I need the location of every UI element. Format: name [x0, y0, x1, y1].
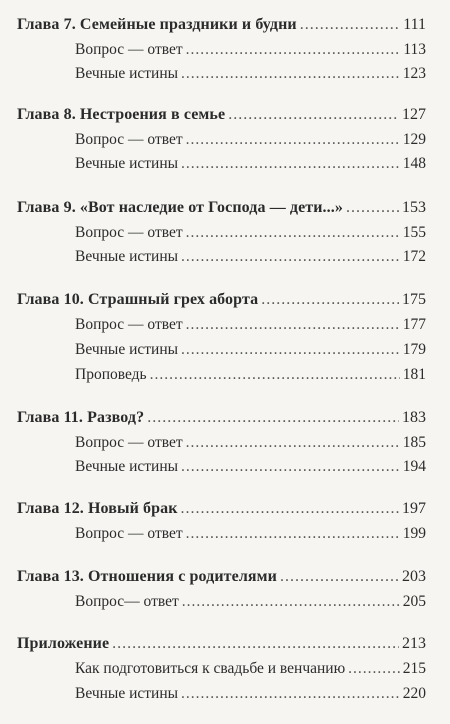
toc-label: Вопрос — ответ	[75, 525, 183, 542]
toc-page-number: 153	[402, 199, 426, 216]
toc-leader-dots	[181, 681, 400, 707]
toc-leader-dots	[228, 102, 399, 128]
toc-label: Проповедь	[75, 366, 147, 383]
toc-leader-dots	[182, 589, 400, 615]
toc-page-number: 215	[402, 660, 426, 677]
toc-leader-dots	[181, 337, 400, 363]
toc-subentry	[75, 127, 426, 153]
toc-page-number: 177	[402, 316, 426, 333]
toc-chapter-13	[17, 564, 426, 590]
toc-label: Вечные истины	[75, 685, 179, 702]
toc-label: Как подготовиться к свадьбе и венчанию	[75, 660, 346, 677]
toc-page-number: 111	[403, 16, 426, 33]
toc-label: Вопрос — ответ	[75, 224, 183, 241]
toc-label: Вечные истины	[75, 155, 179, 172]
toc-leader-dots	[181, 151, 400, 177]
toc-subentry	[75, 454, 426, 480]
toc-leader-dots	[186, 430, 400, 456]
toc-leader-dots	[181, 244, 400, 270]
toc-page-number: 197	[402, 500, 426, 517]
toc-subentry	[75, 312, 426, 338]
toc-leader-dots	[112, 631, 399, 657]
toc-chapter-11	[17, 405, 426, 431]
toc-subentry	[75, 37, 426, 63]
toc-chapter-12	[17, 496, 426, 522]
toc-leader-dots	[186, 127, 400, 153]
toc-label: Вопрос— ответ	[75, 593, 179, 610]
toc-subentry	[75, 362, 426, 388]
toc-chapter-8	[17, 102, 426, 128]
toc-leader-dots	[147, 405, 399, 431]
toc-label: Глава 8. Нестроения в семье	[17, 106, 226, 123]
toc-page-number: 205	[402, 593, 426, 610]
toc-leader-dots	[280, 564, 399, 590]
toc-chapter-10	[17, 287, 426, 313]
toc-page-number: 194	[402, 458, 426, 475]
toc-page-number: 213	[402, 635, 426, 652]
toc-label: Глава 11. Развод?	[17, 409, 145, 426]
toc-label: Вечные истины	[75, 65, 179, 82]
toc-page-number: 175	[402, 291, 426, 308]
toc-label: Глава 12. Новый брак	[17, 500, 178, 517]
toc-subentry	[75, 220, 426, 246]
toc-page-number: 172	[402, 248, 426, 265]
toc-leader-dots	[186, 521, 400, 547]
toc-page-number: 203	[402, 568, 426, 585]
toc-subentry	[75, 589, 426, 615]
toc-label: Вопрос — ответ	[75, 316, 183, 333]
toc-page-number: 127	[402, 106, 426, 123]
toc-label: Вопрос — ответ	[75, 434, 183, 451]
toc-leader-dots	[261, 287, 399, 313]
toc-leader-dots	[181, 61, 400, 87]
toc-page-number: 183	[402, 409, 426, 426]
toc-leader-dots	[181, 496, 399, 522]
toc-label: Глава 7. Семейные праздники и будни	[17, 16, 297, 33]
toc-page-number: 123	[402, 65, 426, 82]
toc-subentry	[75, 430, 426, 456]
toc-subentry	[75, 61, 426, 87]
toc-label: Вечные истины	[75, 341, 179, 358]
toc-leader-dots	[346, 195, 399, 221]
toc-label: Вопрос — ответ	[75, 131, 183, 148]
toc-label: Глава 9. «Вот наследие от Господа — дети...»	[17, 199, 343, 216]
toc-leader-dots	[186, 37, 401, 63]
toc-page-number: 148	[402, 155, 426, 172]
toc-page-number: 220	[402, 685, 426, 702]
toc-label: Приложение	[17, 635, 110, 652]
toc-leader-dots	[181, 454, 400, 480]
toc-label: Вопрос — ответ	[75, 41, 183, 58]
toc-leader-dots	[348, 656, 400, 682]
toc-page-number: 155	[402, 224, 426, 241]
toc-label: Глава 10. Страшный грех аборта	[17, 291, 259, 308]
toc-label: Вечные истины	[75, 248, 179, 265]
toc-subentry	[75, 681, 426, 707]
toc-subentry	[75, 151, 426, 177]
toc-label: Глава 13. Отношения с родителями	[17, 568, 277, 585]
toc-leader-dots	[150, 362, 400, 388]
toc-page-number: 129	[402, 131, 426, 148]
toc-label: Вечные истины	[75, 458, 179, 475]
toc-leader-dots	[186, 220, 400, 246]
toc-page-number: 199	[402, 525, 426, 542]
toc-chapter-9	[17, 195, 426, 221]
toc-page-number: 179	[402, 341, 426, 358]
toc-page-number: 185	[402, 434, 426, 451]
toc-leader-dots	[300, 12, 400, 38]
toc-appendix	[17, 631, 426, 657]
toc-chapter-7	[17, 12, 426, 38]
toc-subentry	[75, 656, 426, 682]
toc-leader-dots	[186, 312, 400, 338]
toc-page-number: 181	[402, 366, 426, 383]
toc-subentry	[75, 521, 426, 547]
toc-page-number: 113	[403, 41, 426, 58]
toc-subentry	[75, 244, 426, 270]
toc-subentry	[75, 337, 426, 363]
